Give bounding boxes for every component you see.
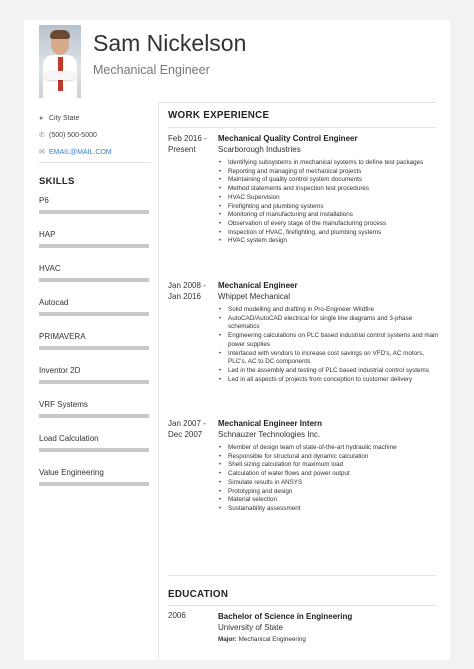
skill-item xyxy=(39,264,151,282)
skill-label: Value Engineering xyxy=(39,468,104,477)
skill-bar xyxy=(39,380,149,384)
job-bullet: • Prototyping and design xyxy=(218,488,440,497)
work-experience-heading: WORK EXPERIENCE xyxy=(168,110,270,121)
contact-location xyxy=(39,110,151,127)
skill-label: Autocad xyxy=(39,298,69,307)
job-details xyxy=(218,418,440,514)
skill-label: HAP xyxy=(39,230,56,239)
job-bullet: • Led in the assembly and testing of PLC based industrial control systems xyxy=(218,367,440,376)
major-value: Mechanical Engineering xyxy=(238,636,306,643)
skill-item xyxy=(39,298,151,316)
skill-bar-fill xyxy=(39,448,149,452)
skill-item xyxy=(39,332,151,350)
skill-item xyxy=(39,366,151,384)
job-bullet: • Identifying subsystems in mechanical systems to define test packages xyxy=(218,159,440,168)
job-bullet: • Calculation of water flows and power output xyxy=(218,470,440,479)
job-bullet: • Responsible for structural and dynamic calculation xyxy=(218,453,440,462)
work-section-end-divider xyxy=(168,575,436,576)
location-pin-icon: ● xyxy=(39,115,44,122)
job-date-start: Jan 2008 - xyxy=(168,281,206,290)
job-bullet: • Method statements and inspection test procedures xyxy=(218,185,440,194)
job-date-end: Dec 2007 xyxy=(168,430,203,439)
skill-item xyxy=(39,196,151,214)
job-bullet: • Maintaining of quality control system documents xyxy=(218,176,440,185)
job-bullet: • HVAC Supervision xyxy=(218,194,440,203)
job-bullet: • Shell sizing calculation for maximum load xyxy=(218,461,440,470)
skill-bar xyxy=(39,312,149,316)
column-divider xyxy=(158,102,159,660)
skill-bar-fill xyxy=(39,346,149,350)
job-bullet: • HVAC system design xyxy=(218,237,440,246)
job-bullet: • Observation of every stage of the manufacturing process xyxy=(218,220,440,229)
skill-bar-fill xyxy=(39,414,149,418)
resume-header xyxy=(24,20,450,103)
skill-bar xyxy=(39,278,149,282)
skill-bar-fill xyxy=(39,210,149,214)
job-bullet: • Member of design team of state-of-the-art hydraulic machine xyxy=(218,444,440,453)
skill-bar xyxy=(39,244,149,248)
header-divider xyxy=(158,102,436,103)
job-details xyxy=(218,280,440,384)
skill-bar-fill xyxy=(39,380,149,384)
job-bullet: • Inspection of HVAC, firefighting, and plumbing systems xyxy=(218,229,440,238)
contact-phone xyxy=(39,127,151,144)
skill-bar-fill xyxy=(39,312,149,316)
profile-photo xyxy=(39,25,81,98)
job-bullets xyxy=(218,444,440,514)
skill-label: PRIMAVERA xyxy=(39,332,86,341)
job-date-start: Feb 2016 - xyxy=(168,134,207,143)
education-heading: EDUCATION xyxy=(168,589,229,600)
job-bullet: • AutoCAD/AutoCAD electrical for single line diagrams and 3-phase schematics xyxy=(218,315,440,332)
skill-bar xyxy=(39,482,149,486)
job-bullet: • Firefighting and plumbing systems xyxy=(218,203,440,212)
education-major xyxy=(218,634,440,645)
job-title: Mechanical Engineer Intern xyxy=(218,419,323,428)
job-dates xyxy=(168,133,216,155)
job-date-start: Jan 2007 - xyxy=(168,419,206,428)
phone-text: (500) 500-5000 xyxy=(49,132,97,139)
job-details xyxy=(218,133,440,246)
skill-bar xyxy=(39,346,149,350)
job-company: Whippet Mechanical xyxy=(218,292,291,301)
skill-bar xyxy=(39,210,149,214)
skill-label: Inventor 2D xyxy=(39,366,81,375)
candidate-name: Sam Nickelson xyxy=(93,30,247,56)
skill-bar xyxy=(39,448,149,452)
education-heading-divider xyxy=(168,605,436,606)
job-bullet: • Engineering calculations on PLC based industrial control systems and main power supplies xyxy=(218,332,440,349)
skill-bar-fill xyxy=(39,278,149,282)
skill-bar-fill xyxy=(39,482,149,486)
job-company: Schnauzer Technologies Inc. xyxy=(218,430,321,439)
major-label: Major: xyxy=(218,636,237,643)
skill-label: Load Calculation xyxy=(39,434,99,443)
job-date-end: Present xyxy=(168,145,196,154)
education-degree: Bachelor of Science in Engineering xyxy=(218,612,353,621)
phone-icon: ✆ xyxy=(39,132,45,139)
job-date-end: Jan 2016 xyxy=(168,292,201,301)
sidebar xyxy=(39,110,151,477)
job-bullet: • Interfaced with vendors to increase cost savings on VFD's, AC motors, PLC's, AC to DC components xyxy=(218,350,440,367)
sidebar-divider xyxy=(39,162,151,163)
education-details xyxy=(218,611,440,645)
job-title: Mechanical Quality Control Engineer xyxy=(218,134,358,143)
email-link[interactable]: EMAIL@MAIL.COM xyxy=(49,149,112,156)
job-bullet: • Reporting and managing of mechanical projects xyxy=(218,168,440,177)
skills-heading: SKILLS xyxy=(39,176,75,187)
job-company: Scarborough Industries xyxy=(218,145,301,154)
education-year: 2006 xyxy=(168,611,186,620)
education-school: University of State xyxy=(218,623,283,632)
job-dates xyxy=(168,418,216,440)
job-dates xyxy=(168,280,216,302)
skill-label: P6 xyxy=(39,196,49,205)
skill-item xyxy=(39,230,151,248)
job-bullet: • Simulate results in ANSYS xyxy=(218,479,440,488)
job-bullet: • Led in all aspects of projects from conception to customer delivery xyxy=(218,376,440,385)
resume-page xyxy=(24,20,450,660)
envelope-icon: ✉ xyxy=(39,149,45,156)
candidate-title: Mechanical Engineer xyxy=(93,63,210,77)
job-bullet: • Monitoring of manufacturing and installations xyxy=(218,211,440,220)
job-bullet: • Solid modelling and drafting in Pro-Engineer Wildfire xyxy=(218,306,440,315)
skill-item xyxy=(39,468,151,486)
job-title: Mechanical Engineer xyxy=(218,281,298,290)
skill-label: VRF Systems xyxy=(39,400,88,409)
job-bullets xyxy=(218,159,440,246)
contact-email[interactable] xyxy=(39,144,151,161)
skill-bar-fill xyxy=(39,244,149,248)
skill-item xyxy=(39,400,151,418)
skill-label: HVAC xyxy=(39,264,61,273)
work-heading-divider xyxy=(168,127,436,128)
location-text: City State xyxy=(49,115,80,122)
job-bullet: • Sustainability assessment xyxy=(218,505,440,514)
skill-bar xyxy=(39,414,149,418)
job-bullets xyxy=(218,306,440,384)
skill-item xyxy=(39,434,151,452)
job-bullet: • Material selection xyxy=(218,496,440,505)
